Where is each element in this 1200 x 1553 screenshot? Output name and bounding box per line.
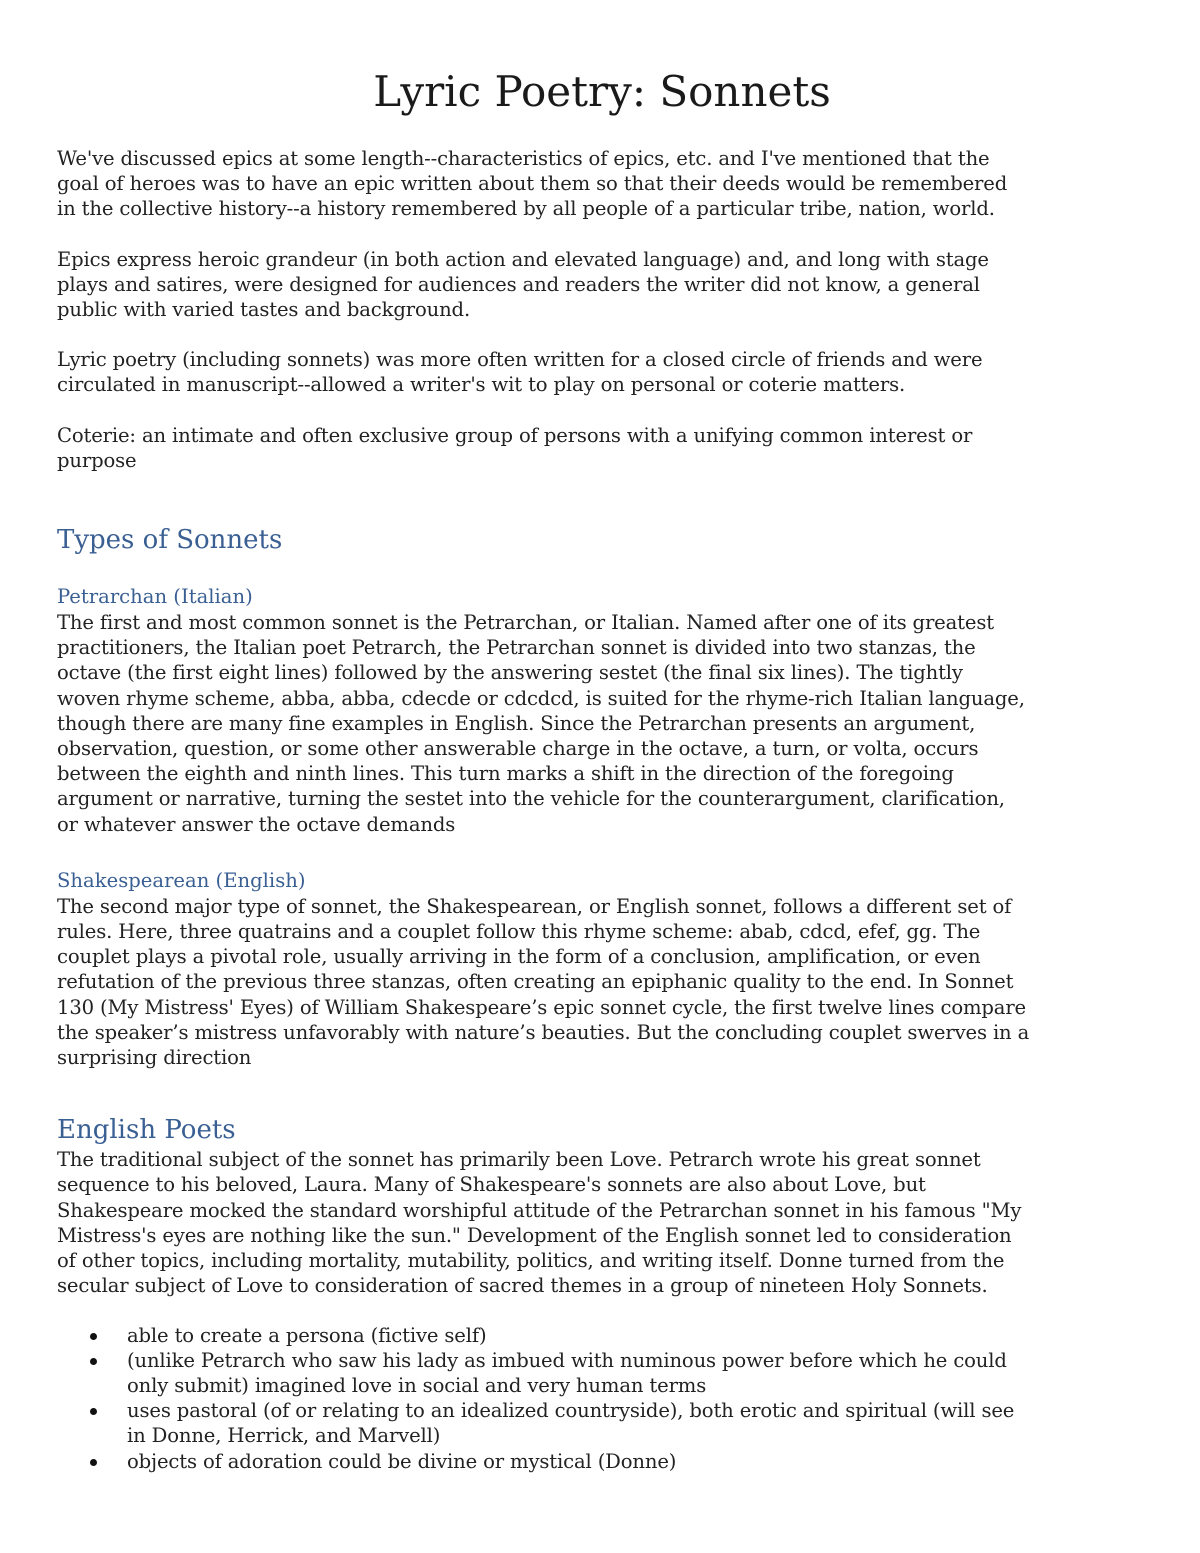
petrarchan-heading: Petrarchan (Italian): [57, 585, 253, 609]
bullet-icon: [90, 1358, 97, 1365]
list-item: [57, 1398, 1147, 1448]
intro-paragraph-epic-grandeur: Epics express heroic grandeur (in both action and elevated language) and, and long with stage plays and satires, were designed for audiences and readers the writer did not know, a general public with varied tastes and background.: [57, 247, 989, 322]
list-item: [57, 1323, 1147, 1348]
english-poets-bullet-list: [57, 1323, 1147, 1474]
english-poets-paragraph: The traditional subject of the sonnet has primarily been Love. Petrarch wrote his great sonnet sequence to his beloved, Laura. Many of Shakespeare's sonnets are also about Love, but Shakespeare mocked the standard worshipful attitude of the Petrarchan sonnet in his famous "My Mistress's eyes are nothing like the sun." Development of the English sonnet led to consideration of other topics, including mortality, mutability, politics, and writing itself. Donne turned from the secular subject of Love to consideration of sacred themes in a group of nineteen Holy Sonnets.: [57, 1148, 1022, 1298]
page-title: Lyric Poetry: Sonnets: [373, 67, 831, 116]
intro-paragraph-coterie-definition: Coterie: an intimate and often exclusive group of persons with a unifying common interest or purpose: [57, 423, 973, 472]
bullet-icon: [90, 1408, 97, 1415]
list-item-text: objects of adoration could be divine or mystical (Donne): [127, 1449, 677, 1473]
list-item-text: able to create a persona (fictive self): [127, 1323, 487, 1347]
english-poets-heading: English Poets: [57, 1115, 236, 1146]
list-item-text: uses pastoral (of or relating to an idealized countryside), both erotic and spiritual (will see in Donne, Herrick, and Marvell): [127, 1399, 1015, 1448]
intro-paragraph-lyric-poetry: Lyric poetry (including sonnets) was more often written for a closed circle of friends and were circulated in manuscript--allowed a writer's wit to play on personal or coterie matters.: [57, 348, 983, 397]
types-of-sonnets-heading: Types of Sonnets: [57, 525, 283, 556]
petrarchan-paragraph: The first and most common sonnet is the Petrarchan, or Italian. Named after one of its greatest practitioners, the Italian poet Petrarch, the Petrarchan sonnet is divided into two stanzas, the octave (the first eight lines) followed by the answering sestet (the final six lines). The tightly woven rhyme scheme, abba, abba, cdecde or cdcdcd, is suited for the rhyme-rich Italian language, though there are many fine examples in English. Since the Petrarchan presents an argument, observation, question, or some other answerable charge in the octave, a turn, or volta, occurs between the eighth and ninth lines. This turn marks a shift in the direction of the foregoing argument or narrative, turning the sestet into the vehicle for the counterargument, clarification, or whatever answer the octave demands: [57, 611, 1025, 836]
intro-paragraph-epics-discussed: We've discussed epics at some length--characteristics of epics, etc. and I've mentioned that the goal of heroes was to have an epic written about them so that their deeds would be remembered in the collective history--a history remembered by all people of a particular tribe, nation, world.: [57, 147, 1008, 221]
bullet-icon: [90, 1459, 97, 1466]
bullet-icon: [90, 1333, 97, 1340]
list-item-text: (unlike Petrarch who saw his lady as imbued with numinous power before which he could only submit) imagined love in social and very human terms: [127, 1348, 1007, 1397]
shakespearean-heading: Shakespearean (English): [57, 868, 306, 892]
list-item: [57, 1449, 1147, 1474]
list-item: [57, 1348, 1147, 1398]
shakespearean-paragraph: The second major type of sonnet, the Shakespearean, or English sonnet, follows a different set of rules. Here, three quatrains and a couplet follow this rhyme scheme: abab, cdcd, efef, gg. The couplet plays a pivotal role, usually arriving in the form of a conclusion, amplification, or even refutation of the previous three stanzas, often creating an epiphanic quality to the end. In Sonnet 130 (My Mistress' Eyes) of William Shakespeare’s epic sonnet cycle, the first twelve lines compare the speaker’s mistress unfavorably with nature’s beauties. But the concluding couplet swerves in a surprising direction: [57, 894, 1030, 1070]
document-page: [57, 62, 1147, 1474]
